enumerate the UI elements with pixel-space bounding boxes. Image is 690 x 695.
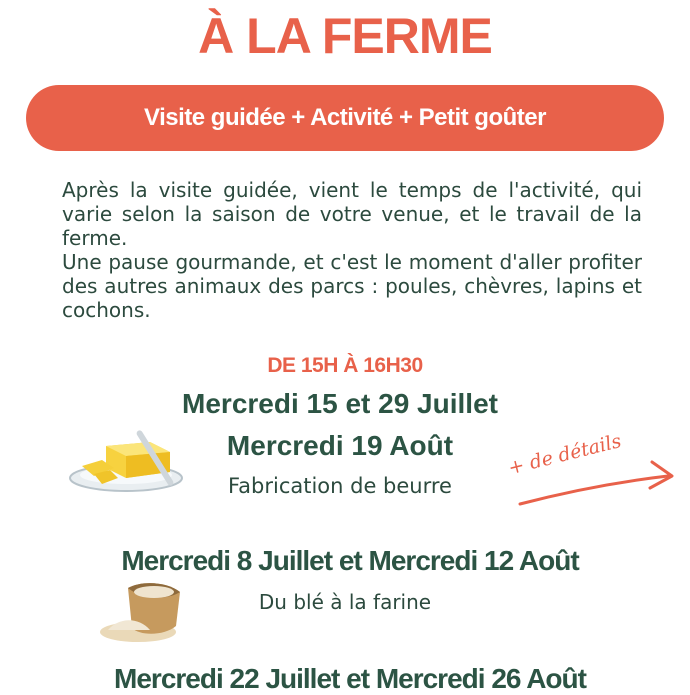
event2-date: Mercredi 8 Juillet et Mercredi 12 Août [121,545,579,576]
arrow-right-icon [516,458,680,510]
event2-activity: Du blé à la farine [258,590,432,614]
intro-paragraph-1: Après la visite guidée, vient le temps de l'activité, qui varie selon la saison de votre venue, et le travail de la ferme. [62,178,642,250]
event1-activity: Fabrication de beurre [228,474,452,498]
intro-text [62,178,642,322]
subtitle-banner [26,85,664,151]
subtitle-text: Visite guidée + Activité + Petit goûter [144,104,546,131]
event1-date-line1: Mercredi 15 et 29 Juillet [182,388,498,419]
event1-date-line2: Mercredi 19 Août [226,430,454,461]
hours-label: DE 15H À 16H30 [267,354,423,377]
page-title: À LA FERME [198,8,492,64]
more-details-link[interactable]: + de détails [506,430,624,480]
intro-paragraph-2: Une pause gourmande, et c'est le moment d'aller profiter des autres animaux des parcs : poules, chèvres, lapins et cochons. [62,250,642,322]
butter-dish-icon [66,424,190,496]
flour-sack-icon [98,578,192,644]
event3-date: Mercredi 22 Juillet et Mercredi 26 Août [114,663,586,694]
